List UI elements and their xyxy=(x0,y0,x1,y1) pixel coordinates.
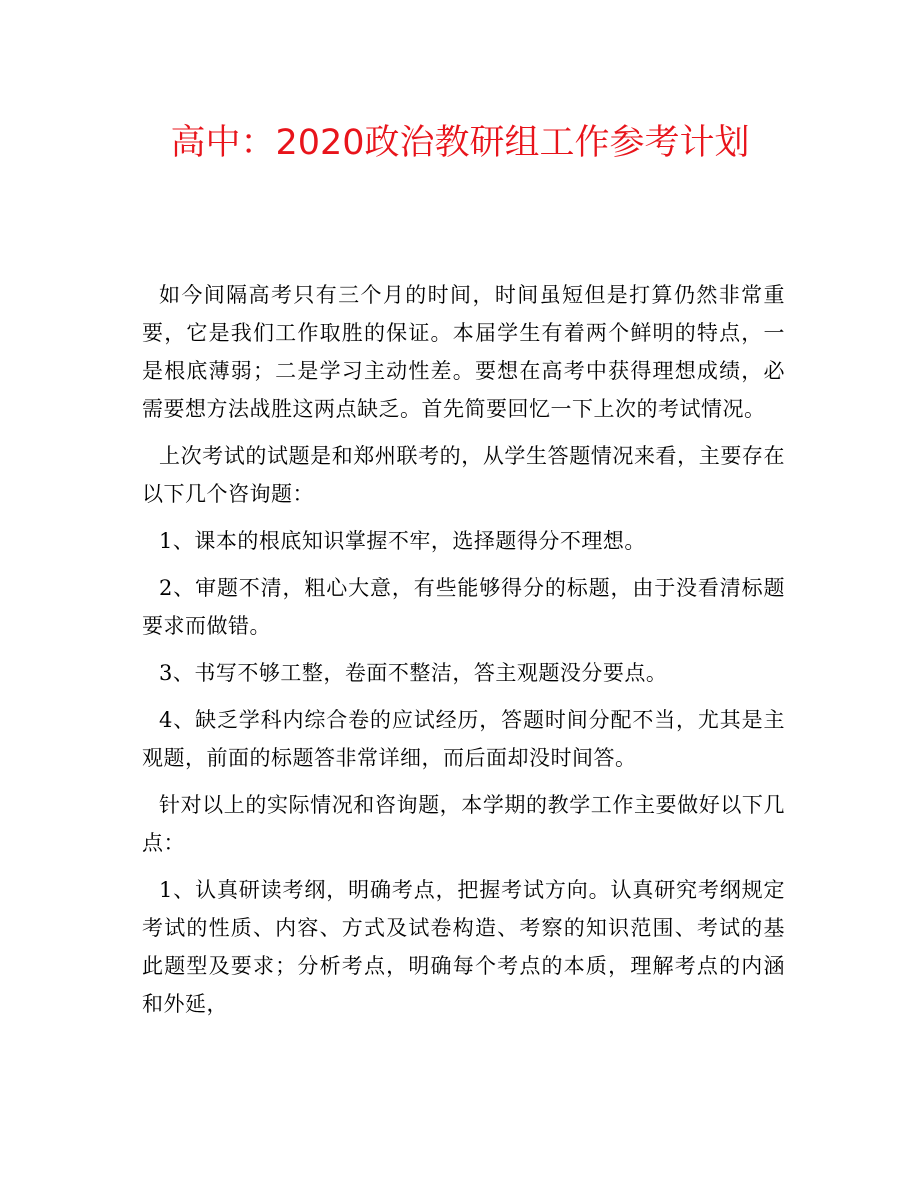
paragraph-issue-1: 1、课本的根底知识掌握不牢，选择题得分不理想。 xyxy=(159,529,646,553)
document-title: 高中：2020政治教研组工作参考计划 xyxy=(170,123,750,163)
paragraph-intro: 如今间隔高考只有三个月的时间，时间虽短但是打算仍然非常重要，它是我们工作取胜的保证。本届学生有着两个鲜明的特点，一是根底薄弱；二是学习主动性差。要想在高考中获得理想成绩，必需要想方法战胜这两点缺乏。首先简要回忆一下上次的考试情况。 xyxy=(142,283,785,421)
paragraph-issue-4: 4、缺乏学科内综合卷的应试经历，答题时间分配不当，尤其是主观题，前面的标题答非常详细，而后面却没时间答。 xyxy=(142,708,785,770)
paragraph-last-exam: 上次考试的试题是和郑州联考的，从学生答题情况来看，主要存在以下几个咨询题： xyxy=(142,444,785,506)
paragraph-plan-1: 1、认真研读考纲，明确考点，把握考试方向。认真研究考纲规定考试的性质、内容、方式及试卷构造、考察的知识范围、考试的基此题型及要求；分析考点，明确每个考点的本质，理解考点的内涵和外延， xyxy=(142,878,785,1016)
paragraph-issue-3: 3、书写不够工整，卷面不整洁，答主观题没分要点。 xyxy=(159,661,668,685)
document-body xyxy=(142,276,785,1032)
paragraph-issue-2: 2、审题不清，粗心大意，有些能够得分的标题，由于没看清标题要求而做错。 xyxy=(142,576,785,638)
paragraph-plan-intro: 针对以上的实际情况和咨询题，本学期的教学工作主要做好以下几点： xyxy=(142,793,785,855)
